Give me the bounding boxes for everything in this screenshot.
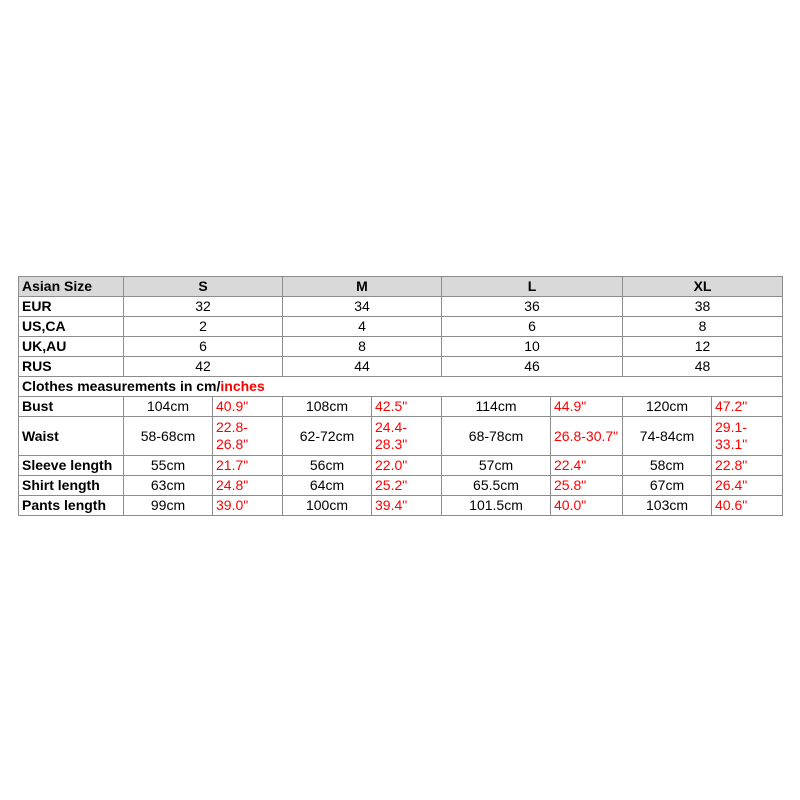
- table-cell: 36: [442, 297, 623, 317]
- inch-cell: 44.9": [551, 397, 623, 417]
- row-label: Sleeve length: [19, 456, 124, 476]
- table-cell: 12: [623, 337, 783, 357]
- cm-cell: 100cm: [283, 496, 372, 516]
- inch-cell: 40.0": [551, 496, 623, 516]
- section-title-highlight: inches: [220, 378, 265, 394]
- inch-cell: [712, 417, 783, 456]
- section-title-prefix: Clothes measurements in cm/: [22, 378, 221, 394]
- size-header-m: M: [283, 277, 442, 297]
- inch-cell: 40.9": [213, 397, 283, 417]
- cm-cell: 101.5cm: [442, 496, 551, 516]
- header-label: Asian Size: [19, 277, 124, 297]
- inch-cell: 25.8": [551, 476, 623, 496]
- conversion-row-us-ca: [19, 317, 783, 337]
- table-cell: 10: [442, 337, 623, 357]
- table-cell: 46: [442, 357, 623, 377]
- table-cell: 2: [124, 317, 283, 337]
- inch-cell-text: 22.8-26.8": [216, 419, 249, 452]
- cm-cell: 62-72cm: [283, 417, 372, 456]
- row-label: EUR: [19, 297, 124, 317]
- inch-cell: [372, 417, 442, 456]
- cm-cell: 104cm: [124, 397, 213, 417]
- cm-cell: 58cm: [623, 456, 712, 476]
- row-label: Bust: [19, 397, 124, 417]
- inch-cell: 22.0": [372, 456, 442, 476]
- conversion-row-eur: [19, 297, 783, 317]
- cm-cell: 58-68cm: [124, 417, 213, 456]
- cm-cell: 114cm: [442, 397, 551, 417]
- inch-cell: 47.2": [712, 397, 783, 417]
- size-header-s: S: [124, 277, 283, 297]
- table-cell: 4: [283, 317, 442, 337]
- size-header-xl: XL: [623, 277, 783, 297]
- cm-cell: 68-78cm: [442, 417, 551, 456]
- cm-cell: 99cm: [124, 496, 213, 516]
- inch-cell: 40.6": [712, 496, 783, 516]
- measurement-row-bust: [19, 397, 783, 417]
- inch-cell: [551, 417, 623, 456]
- table-cell: 38: [623, 297, 783, 317]
- table-cell: 42: [124, 357, 283, 377]
- inch-cell-text: 24.4-28.3": [375, 419, 408, 452]
- inch-cell-text: 29.1-33.1": [715, 419, 748, 452]
- inch-cell: 42.5": [372, 397, 442, 417]
- table-header-row: [19, 277, 783, 297]
- conversion-row-rus: [19, 357, 783, 377]
- table-cell: 44: [283, 357, 442, 377]
- measurement-row-sleeve-length: [19, 456, 783, 476]
- measurement-row-shirt-length: [19, 476, 783, 496]
- cm-cell: 108cm: [283, 397, 372, 417]
- table-cell: 6: [442, 317, 623, 337]
- row-label: Waist: [19, 417, 124, 456]
- inch-cell: 25.2": [372, 476, 442, 496]
- table-cell: 32: [124, 297, 283, 317]
- inch-cell: 24.8": [213, 476, 283, 496]
- inch-cell: [213, 417, 283, 456]
- row-label: Pants length: [19, 496, 124, 516]
- cm-cell: 63cm: [124, 476, 213, 496]
- table-cell: 34: [283, 297, 442, 317]
- cm-cell: 55cm: [124, 456, 213, 476]
- cm-cell: 56cm: [283, 456, 372, 476]
- cm-cell: 57cm: [442, 456, 551, 476]
- cm-cell: 120cm: [623, 397, 712, 417]
- table-cell: 8: [623, 317, 783, 337]
- inch-cell: 22.8": [712, 456, 783, 476]
- cm-cell: 103cm: [623, 496, 712, 516]
- conversion-row-uk-au: [19, 337, 783, 357]
- measurement-row-waist: [19, 417, 783, 456]
- cm-cell: 67cm: [623, 476, 712, 496]
- size-chart-table: [18, 276, 783, 516]
- row-label: Shirt length: [19, 476, 124, 496]
- row-label: RUS: [19, 357, 124, 377]
- inch-cell-text: 26.8-30.7": [554, 427, 619, 444]
- table-cell: 48: [623, 357, 783, 377]
- inch-cell: 26.4": [712, 476, 783, 496]
- inch-cell: 39.4": [372, 496, 442, 516]
- section-header-row: [19, 377, 783, 397]
- measurement-row-pants-length: [19, 496, 783, 516]
- size-header-l: L: [442, 277, 623, 297]
- row-label: US,CA: [19, 317, 124, 337]
- table-cell: 6: [124, 337, 283, 357]
- table-cell: 8: [283, 337, 442, 357]
- inch-cell: 21.7": [213, 456, 283, 476]
- cm-cell: 64cm: [283, 476, 372, 496]
- inch-cell: 22.4": [551, 456, 623, 476]
- cm-cell: 65.5cm: [442, 476, 551, 496]
- section-title: [19, 377, 783, 397]
- row-label: UK,AU: [19, 337, 124, 357]
- inch-cell: 39.0": [213, 496, 283, 516]
- cm-cell: 74-84cm: [623, 417, 712, 456]
